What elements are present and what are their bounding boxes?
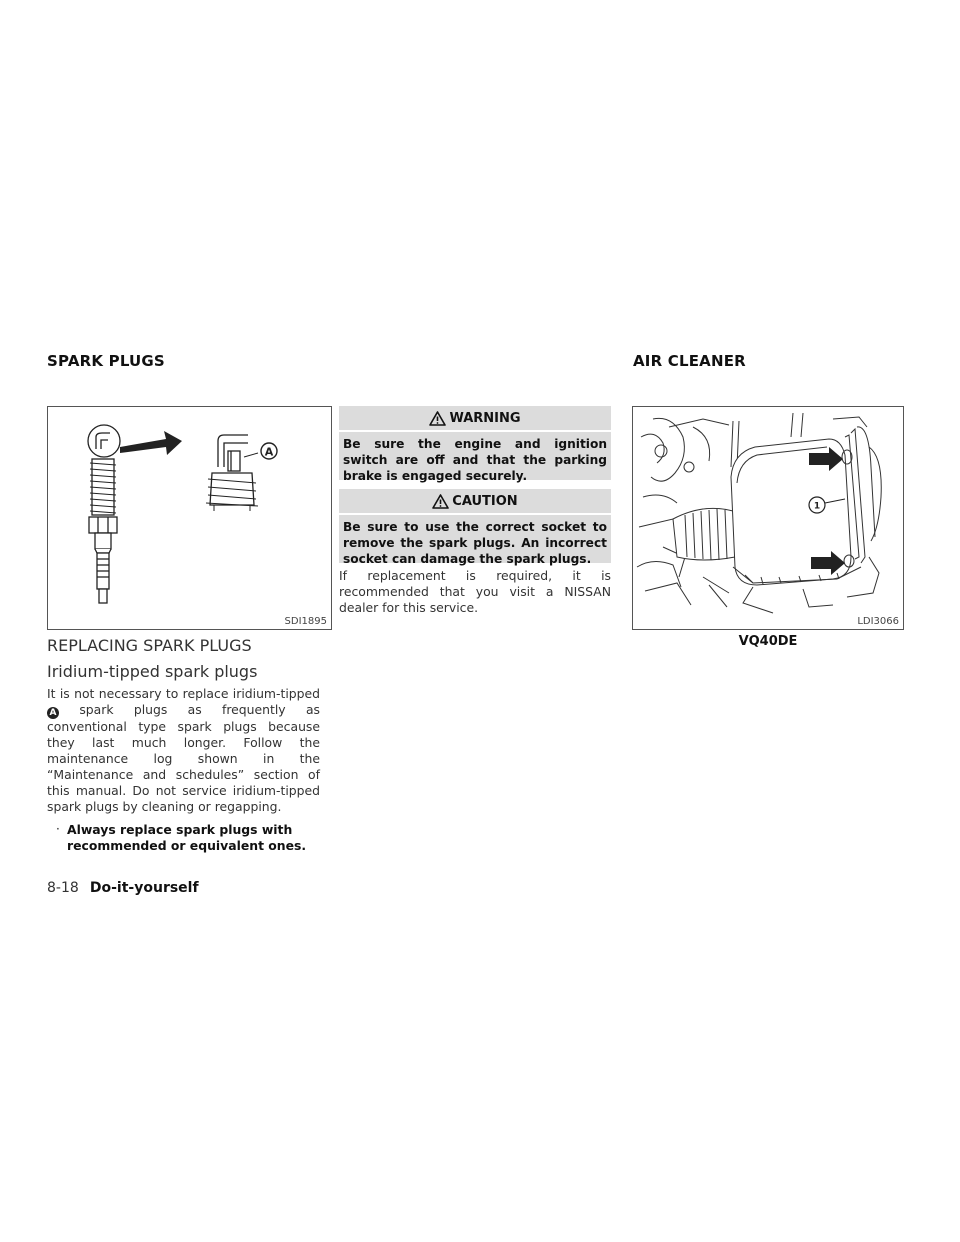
caution-header bbox=[339, 489, 611, 513]
bullet-line-1: Always replace spark plugs with bbox=[67, 822, 293, 837]
air-cleaner-callout-label: 1 bbox=[813, 501, 821, 512]
iridium-tipped-heading: Iridium-tipped spark plugs bbox=[47, 662, 258, 681]
warning-title: WARNING bbox=[449, 410, 521, 426]
caution-text: Be sure to use the correct socket to remove the spark plugs. An incorrect socket can damage the spark plugs. bbox=[339, 513, 611, 563]
chapter-title: Do-it-yourself bbox=[89, 880, 199, 896]
iridium-paragraph bbox=[47, 686, 320, 815]
warning-header bbox=[339, 406, 611, 430]
page-number: 8-18 bbox=[47, 880, 79, 896]
replacement-bullet bbox=[56, 822, 326, 854]
air-cleaner-figure-code: LDI3066 bbox=[857, 616, 899, 627]
spark-plugs-heading: SPARK PLUGS bbox=[47, 352, 165, 370]
bullet-dot-icon: · bbox=[56, 822, 60, 836]
iridium-paragraph-start: It is not necessary to replace iridium-tipped bbox=[47, 686, 320, 701]
page-footer bbox=[47, 877, 199, 896]
air-cleaner-illustration bbox=[633, 407, 903, 617]
air-cleaner-figure bbox=[632, 406, 904, 630]
caution-triangle-icon bbox=[432, 494, 449, 509]
air-cleaner-heading: AIR CLEANER bbox=[633, 352, 746, 370]
dealer-service-paragraph: If replacement is required, it is recommended that you visit a NISSAN dealer for this service. bbox=[339, 568, 611, 615]
spark-plug-figure-code: SDI1895 bbox=[284, 616, 327, 627]
spark-plug-figure bbox=[47, 406, 332, 630]
warning-triangle-icon bbox=[429, 411, 446, 426]
warning-text: Be sure the engine and ignition switch are off and that the parking brake is engaged securely. bbox=[339, 430, 611, 480]
iridium-paragraph-rest: spark plugs as frequently as conventional type spark plugs because they last much longer. Follow the maintenance log shown in the “Maintenance and schedules” section of this manual. Do not service iridium-tipped spark plugs by cleaning or regapping. bbox=[47, 702, 320, 814]
bullet-line-2: recommended or equivalent ones. bbox=[67, 838, 307, 853]
air-cleaner-caption: VQ40DE bbox=[738, 634, 798, 649]
callout-a-icon: A bbox=[47, 707, 59, 719]
replacing-spark-plugs-heading: REPLACING SPARK PLUGS bbox=[47, 636, 252, 655]
caution-title: CAUTION bbox=[452, 493, 518, 509]
spark-plug-callout-label: A bbox=[264, 445, 274, 459]
spark-plug-illustration bbox=[48, 407, 331, 629]
